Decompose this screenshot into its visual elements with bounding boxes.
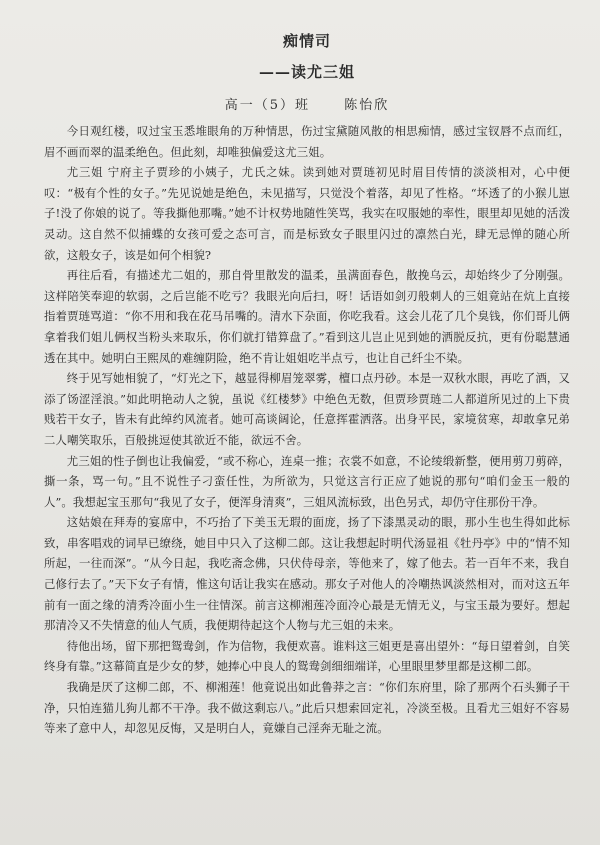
paragraph: 今日观红楼，叹过宝玉悉堆眼角的万种情思，伤过宝黛随风散的相思痴情，感过宝钗唇不点而红，眉不画而翠的温柔绝色。但此刻，却唯独偏爱这尤三姐。 (44, 124, 570, 159)
paragraph: 尤三姐的性子倒也让我偏爱，“或不称心，连桌一推；衣裳不如意，不论绫缎新整，便用剪刀剪碎，撕一条，骂一句。”且不说性子刁蛮任性，为所欲为，只觉这言行正应了她说的那句“咱们金玉一般的人”。我想起宝玉那句“我见了女子，便浑身清爽”，三姐风流标致，出色另式，却仍守住那份干净。 (44, 453, 570, 509)
paragraph: 我确是厌了这柳二郎，不、柳湘莲！他竟说出如此鲁莽之言：“你们东府里，除了那两个石头狮子干净，只怕连猫儿狗儿都不干净。我不做这剩忘八。”此后只想索回定礼，冷淡至极。且看尤三姐好不容易等来了意中人，却忽见反悔，又是明白人，竟嫌自己淫奔无耻之流。 (44, 680, 570, 736)
document-title: 痴情司 (282, 32, 331, 50)
paragraph: 这姑娘在拜寿的宴席中，不巧抬了下美玉无瑕的面庞，扬了下漆黑灵动的眼，那小生也生得如此标致，串客唱戏的词早已缭绕，她目中只入了这柳二郎。这让我想起时明代汤显祖《牡丹亭》中的“情不知所起，一往而深”。“从今日起，我吃斋念佛，只伏侍母亲，等他来了，嫁了他去。若一百年不来，我自己修行去了。”天下女子有情，惟这句话让我实在感动。那女子对他人的冷嘲热讽淡然相对，而对这五年前有一面之缘的清秀冷面小生一往情深。前言这柳湘莲冷面冷心最是无情无义，与宝玉最为要好。想起那清冷又不失情意的仙人气质，我便期待起这个人物与尤三姐的未来。 (44, 515, 570, 633)
essay-body (44, 121, 570, 739)
author-name: 陈怡欣 (344, 98, 390, 113)
paragraph: 待他出场，留下那把鸳鸯剑，作为信物，我便欢喜。谁料这三姐更是喜出望外：“每日望着剑，自笑终身有靠。”这幕简直是少女的梦，她捧心中良人的鸳鸯剑细细端详，心里眼里梦里都是这柳二郎。 (44, 638, 570, 674)
document-subtitle: ——读尤三姐 (258, 63, 355, 81)
paragraph: 再往后看，有描述尤二姐的，那自骨里散发的温柔，虽满面春色，散挽乌云，却始终少了分刚强。这样陪笑奉迎的软弱，之后岂能不吃亏？我眼光向后扫，呀！话语如剑刃般刺人的三姐竟站在炕上直接指着贾琏骂道：“你不用和我在花马吊嘴的。清水下杂面，你吃我看。这会儿花了几个臭钱，你们哥儿俩拿着我们姐儿俩权当粉头来取乐，你们就打错算盘了。”看到这儿岂止见到她的洒脱反抗，更有份聪慧通透在其中。她明白王熙凤的难缠阴险，绝不肯让姐姐吃半点亏，也让自己纤尘不染。 (44, 268, 570, 365)
paragraph: 终于见写她相貌了，“灯光之下，越显得柳眉笼翠雾，檀口点丹砂。本是一双秋水眼，再吃了酒，又添了饧涩淫浪。”如此明艳动人之貌，虽说《红楼梦》中绝色无数，但贾珍贾琏二人都道所见过的上下贵贱若干女子，皆未有此绰约风流者。她可高谈阔论，任意挥霍洒落。出身平民，家境贫寒，却敢拿兄弟二人嘲笑取乐，百般挑逗使其欲近不能，欲远不舍。 (44, 371, 570, 447)
class-label: 高一（5）班 (224, 98, 311, 113)
paragraph: 尤三姐 宁府主子贾珍的小姨子，尤氏之妹。读到她对贾琏初见时眉目传情的淡淡相对，心中便叹：“极有个性的女子。”先见说她是绝色，未见描写，只觉没个着落，却见了性格。“坏透了的小猴儿崽子!没了你娘的说了。等我撕他那嘴。”她不计权势地随性笑骂，我实在叹服她的率性，眼里却见她的活泼灵动。这自然不似捕蝶的女孩可爱之态可言，而是标致女子眼里闪过的凛然白光，肆无忌惮的随心所欲，这般女子，该是如何个相貌? (44, 165, 570, 262)
byline (44, 94, 570, 113)
